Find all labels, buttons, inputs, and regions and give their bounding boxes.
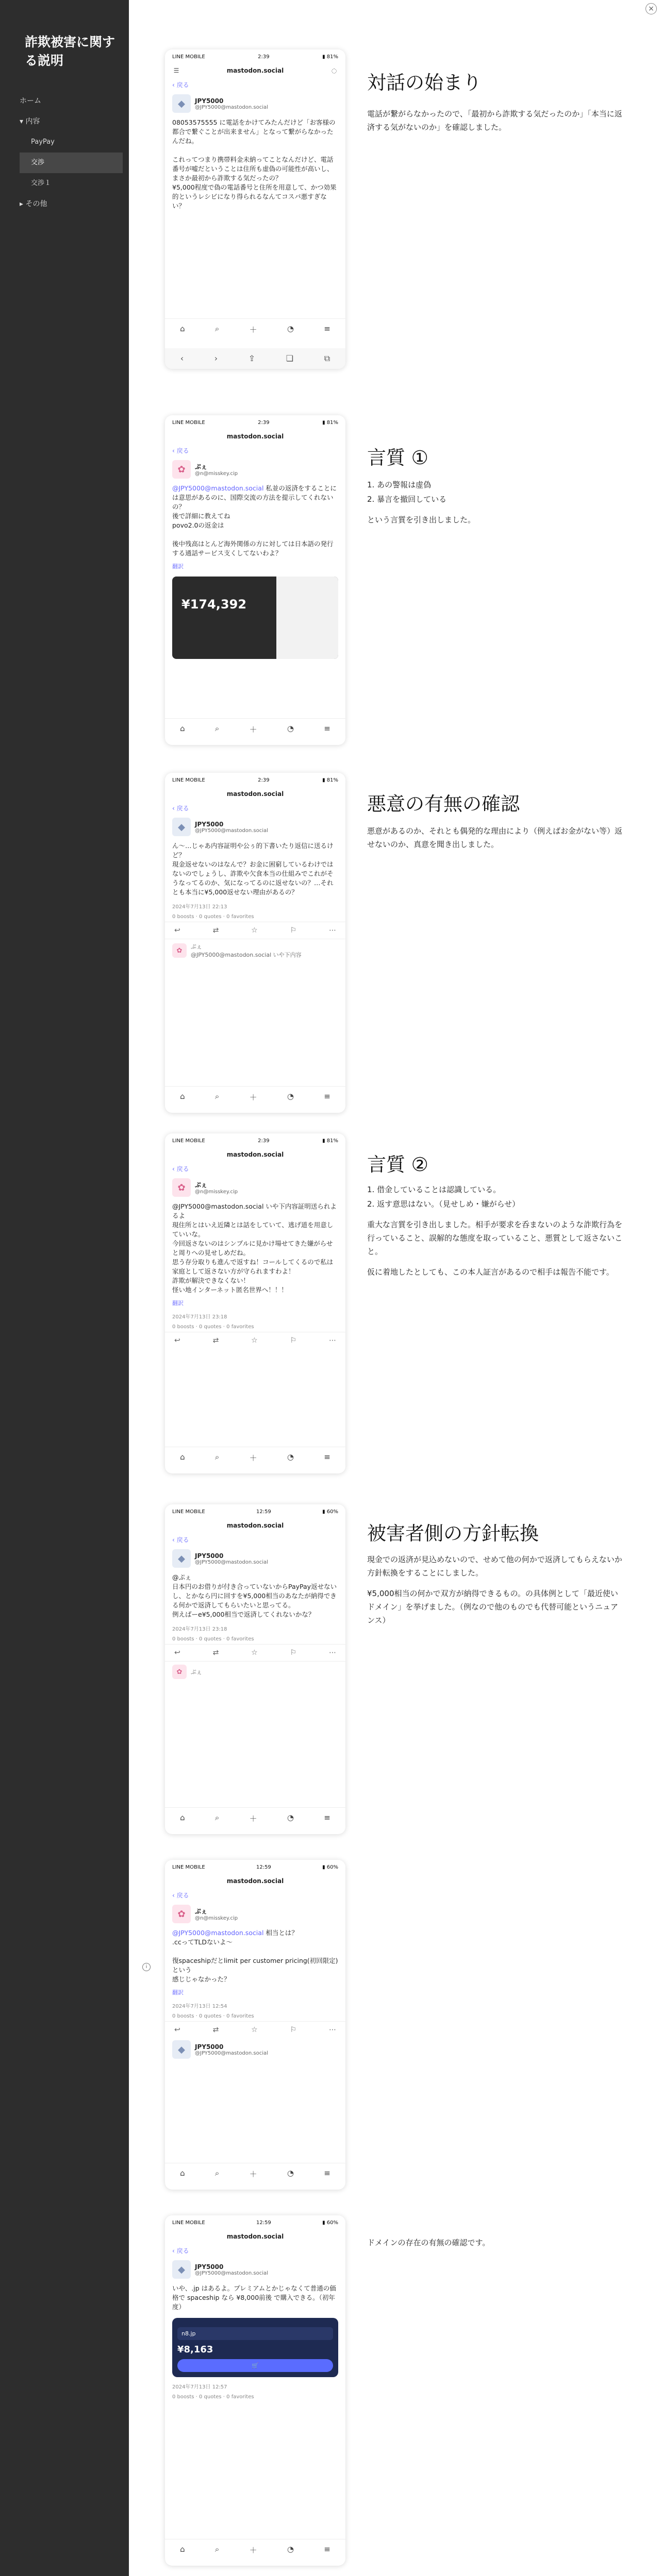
bookmark-icon: ☰: [173, 67, 179, 74]
status-bar: LINE MOBILE 12:59 ▮ 60%: [172, 1864, 338, 1870]
section-heading: 対話の始まり: [367, 72, 482, 94]
post-counts: 0 boosts · 0 quotes · 0 favorites: [172, 914, 254, 920]
bottom-nav[interactable]: ⌂ ⌕ ＋ ◔ ≡: [165, 1086, 345, 1108]
post-account[interactable]: ◆ JPY5000 @JPY5000@mastodon.social: [165, 816, 345, 838]
post-counts: 0 boosts · 0 quotes · 0 favorites: [172, 1636, 254, 1642]
sidebar-item-negotiation-1[interactable]: 交渉１: [31, 179, 52, 187]
post-counts: 0 boosts · 0 quotes · 0 favorites: [172, 2013, 254, 2019]
bookmark-icon: ⚐: [290, 926, 297, 935]
post-account[interactable]: ◆ JPY5000 @JPY5000@mastodon.social: [165, 1547, 345, 1570]
back-link[interactable]: ‹ 戻る: [172, 2247, 189, 2255]
status-bar: LINE MOBILE 12:59 ▮ 60%: [172, 1509, 338, 1515]
reply-preview[interactable]: ✿ ぷぇ: [165, 1661, 345, 1682]
section-heading: 被害者側の方針転換: [367, 1522, 539, 1545]
bottom-nav[interactable]: ⌂ ⌕ ＋ ◔ ≡: [165, 718, 345, 740]
reply-preview[interactable]: ✿ ぷぇ @JPY5000@mastodon.social いや下内容: [165, 939, 345, 962]
compose-icon: ＋: [249, 325, 257, 334]
section-heading: 悪意の有無の確認: [367, 793, 520, 815]
post-actions[interactable]: ↩ ⇄ ☆ ⚐ ⋯: [165, 1332, 345, 1349]
url-bar: mastodon.social: [226, 1151, 284, 1158]
bottom-nav[interactable]: ⌂ ⌕ ＋ ◔ ≡: [165, 1447, 345, 1468]
sidebar-item-home[interactable]: ホーム: [20, 97, 41, 105]
post-account[interactable]: ◆ JPY5000 @JPY5000@mastodon.social: [165, 2258, 345, 2281]
url-bar: mastodon.social: [226, 2233, 284, 2240]
sidebar-item-other[interactable]: ▸ その他: [20, 200, 47, 208]
menu-icon: ≡: [324, 324, 330, 333]
bottom-nav[interactable]: [165, 318, 345, 340]
post-text: @JPY5000@mastodon.social いや下内容証明送られよるよ 現住所とはいえ近隣とは話をしていて、逃げ道を用意していいな。 今回返さないのはシンプルに見かけ場せてきた嫌がらせと周りへの見せしめだね。 思う存分取りも進んで返すね！コールしてくるので私は家庭として返さない方が守られますわよ！ 詐欺が解決できなくない！ 怪い地インターネット匿名世界へ！！！: [172, 1202, 337, 1294]
post-date: 2024年7月13日 23:18: [172, 1314, 227, 1320]
phone-screenshot: [165, 1860, 345, 2190]
phone-screenshot: [165, 49, 345, 369]
sidebar: [0, 0, 129, 2576]
browser-toolbar[interactable]: [165, 348, 345, 369]
bottom-nav[interactable]: ⌂ ⌕ ＋ ◔ ≡: [165, 2163, 345, 2184]
share-icon: ⇪: [248, 353, 256, 363]
translate-link[interactable]: 翻訳: [172, 1989, 184, 1996]
post-account[interactable]: ✿ ぷぇ @n@misskey.cip: [165, 1176, 345, 1199]
bottom-nav[interactable]: ⌂ ⌕ ＋ ◔ ≡: [165, 1807, 345, 1829]
close-icon[interactable]: ×: [646, 3, 657, 14]
post-counts: 0 boosts · 0 quotes · 0 favorites: [172, 2394, 254, 2400]
site-title: 詐欺被害に関する説明: [25, 35, 115, 68]
section-body: 1. 借金していることは認識している。 2. 返す意思はない。（見せしめ・嫌がらせ） 重大な言質を引き出しました。相手が要求を呑まないのような詐欺行為を行っていること、誤解的な態度を取っていること、悪質として返さないこと。 仮に着地したとしても、この本人証言があるので相手は報告不能です。: [367, 1185, 623, 1277]
status-bar: LINE MOBILE 2:39 ▮ 81%: [172, 1138, 338, 1144]
back-link[interactable]: ‹ 戻る: [172, 1536, 189, 1544]
section-body: ドメインの存在の有無の確認です。: [367, 2238, 490, 2247]
sidebar-item-paypay[interactable]: PayPay: [31, 138, 55, 146]
post-actions[interactable]: [165, 922, 345, 939]
post-account[interactable]: ✿ ぷぇ @n@misskey.cip: [165, 458, 345, 481]
search-icon: ⌕: [214, 324, 220, 333]
post-date: 2024年7月13日 22:13: [172, 904, 227, 910]
back-link[interactable]: ‹ 戻る: [172, 447, 189, 454]
post-text: @JPY5000@mastodon.social 私並の返済をすることには意思があるのに、国際交流の方法を提示してくれないの？ 後で詳細に教えてね povo2.0の返金は 後中残高はとんど海外関係の方に対しては日本語の発行する通話サービス支くしてないわよ？: [172, 484, 337, 557]
sidebar-item-negotiation[interactable]: 交渉: [20, 152, 123, 173]
post-actions[interactable]: ↩ ⇄ ☆ ⚐ ⋯: [165, 2021, 345, 2038]
url-bar: mastodon.social: [226, 1877, 284, 1885]
back-link[interactable]: ‹ 戻る: [172, 81, 189, 89]
sidebar-item-label: 内容: [25, 117, 40, 126]
info-icon[interactable]: i: [142, 1963, 151, 1971]
phone-screenshot: [165, 1133, 345, 1473]
post-date: 2024年7月13日 12:57: [172, 2384, 227, 2390]
post-date: 2024年7月13日 12:54: [172, 2004, 227, 2009]
url-bar: ☰ mastodon.social ◌: [165, 64, 345, 77]
reply-icon: ↩: [174, 926, 180, 935]
star-icon: ☆: [251, 926, 258, 935]
url-bar: mastodon.social: [226, 790, 284, 798]
add-to-cart-button[interactable]: 🛒: [177, 2359, 333, 2372]
sidebar-item-contents[interactable]: ▾ 内容: [20, 117, 40, 126]
boost-icon: ⇄: [212, 926, 219, 935]
avatar: ◆: [172, 94, 191, 113]
domain-field: n8.jp: [177, 2327, 333, 2340]
back-link[interactable]: ‹ 戻る: [172, 805, 189, 812]
phone-screenshot: [165, 415, 345, 745]
url-bar: mastodon.social: [226, 433, 284, 440]
back-link[interactable]: ‹ 戻る: [172, 1165, 189, 1173]
domain-price: ¥8,163: [177, 2344, 213, 2355]
post-text: いや、.jp はあるよ。プレミアムとかじゃなくて普通の価格で spaceship なら ¥8,000前後 で購入できる。（初年度）: [172, 2284, 336, 2311]
section-body: 1. あの警報は虚偽 2. 暴言を撤回している という言質を引き出しました。: [367, 480, 476, 524]
phone-screenshot: [165, 1504, 345, 1834]
status-bar: LINE MOBILE 2:39 ▮ 81%: [172, 777, 338, 783]
translate-link[interactable]: 翻訳: [172, 1300, 184, 1307]
post-actions[interactable]: ↩ ⇄ ☆ ⚐ ⋯: [165, 1644, 345, 1661]
section-body: 電話が繋がらなかったので、「最初から詐欺する気だったのか」「本当に返済する気がないのか」を確認しました。: [367, 109, 622, 132]
post-counts: 0 boosts · 0 quotes · 0 favorites: [172, 1324, 254, 1330]
back-icon: ‹: [180, 353, 184, 363]
avatar: ✿: [172, 460, 191, 479]
sidebar-nav: [20, 91, 123, 214]
bell-icon: ◔: [287, 324, 294, 333]
post-account[interactable]: ◆ JPY5000 @JPY5000@mastodon.social: [165, 2038, 345, 2061]
post-date: 2024年7月13日 23:18: [172, 1626, 227, 1632]
status-bar: LINE MOBILE 2:39 ▮ 81%: [172, 54, 338, 60]
phone-screenshot: [165, 773, 345, 1113]
status-bar: LINE MOBILE 2:39 ▮ 81%: [172, 419, 338, 426]
post-text: ん〜…じゃあ内容証明や公ぅ的下書いたり返信に送るけど？ 現金返せないのはなんで？お金に困窮しているわけではないのでしょうし、詐欺や欠食本当の仕組みでこれがそうなってるのか、気になってるのに返せないの？…それとも本当に¥5,000返せない理由があるの？: [172, 842, 334, 896]
post-text: @ぷぇ 日本円のお借りが付き合っていないからPayPay返せないし、とかなら円に回すを¥5,000相当のあなたが納得できる何かで返済してもらいたいと思ってる。 例えばーe¥5,000相当で返済してくれないかな？: [172, 1573, 337, 1618]
forward-icon: ›: [214, 353, 218, 363]
eye-off-icon: ◌: [331, 67, 337, 74]
post-account[interactable]: ✿ ぷぇ @n@misskey.cip: [165, 1903, 345, 1925]
section-body: 悪意があるのか、それとも偶発的な理由により（例えばお金がない等）返せないのか、真意を聞き出しました。: [367, 826, 623, 849]
phone-screenshot: [165, 2215, 345, 2566]
back-link[interactable]: ‹ 戻る: [172, 1892, 189, 1899]
sidebar-item-label: その他: [25, 200, 47, 208]
tabs-icon: ⧉: [324, 353, 330, 363]
payment-screenshot[interactable]: ¥174,392: [172, 577, 338, 659]
translate-link[interactable]: 翻訳: [172, 563, 184, 570]
more-icon: ⋯: [328, 926, 336, 935]
home-icon: ⌂: [180, 324, 185, 333]
url-bar: mastodon.social: [226, 1522, 284, 1529]
domain-search-screenshot: [172, 2318, 338, 2377]
bookmarks-icon: ❏: [286, 353, 294, 363]
section-heading: 言質 ②: [367, 1154, 428, 1176]
bottom-nav[interactable]: ⌂ ⌕ ＋ ◔ ≡: [165, 2539, 345, 2561]
status-bar: LINE MOBILE 12:59 ▮ 60%: [172, 2219, 338, 2226]
section-heading: 言質 ①: [367, 447, 428, 469]
post-text: 08053575555 に電話をかけてみたんだけど「お客様の都合で繋ぐことが出来ません」となって繋がらなかったんだね。 これってつまり携帯料金未納ってことなんだけど、電話番号が嘘だということは住所も虚偽の可能性が高いし、まさか最初から詐欺する気だったの？ ¥5,000程度で偽の電話番号と住所を用意して、かつ効果的というレシビになり得られるなんてコスパ悪すぎない？: [172, 118, 337, 210]
post-text: @JPY5000@mastodon.social 相当とは？ .ccってTLDないよ〜 復spaceshipだとlimit per customer pricing(初回限定)という 感じじゃなかった？: [172, 1929, 338, 1983]
post-account[interactable]: ◆ JPY5000 @JPY5000@mastodon.social: [165, 92, 345, 115]
section-body: 現金での返済が見込めないので、せめて他の何かで返済してもらえないか方針転換をすることにしました。 ¥5,000相当の何かで双方が納得できるもの。の具体例として「最近使いドメイン」を挙げました。（例なので他のものでも代替可能というニュアンス）: [367, 1555, 622, 1625]
